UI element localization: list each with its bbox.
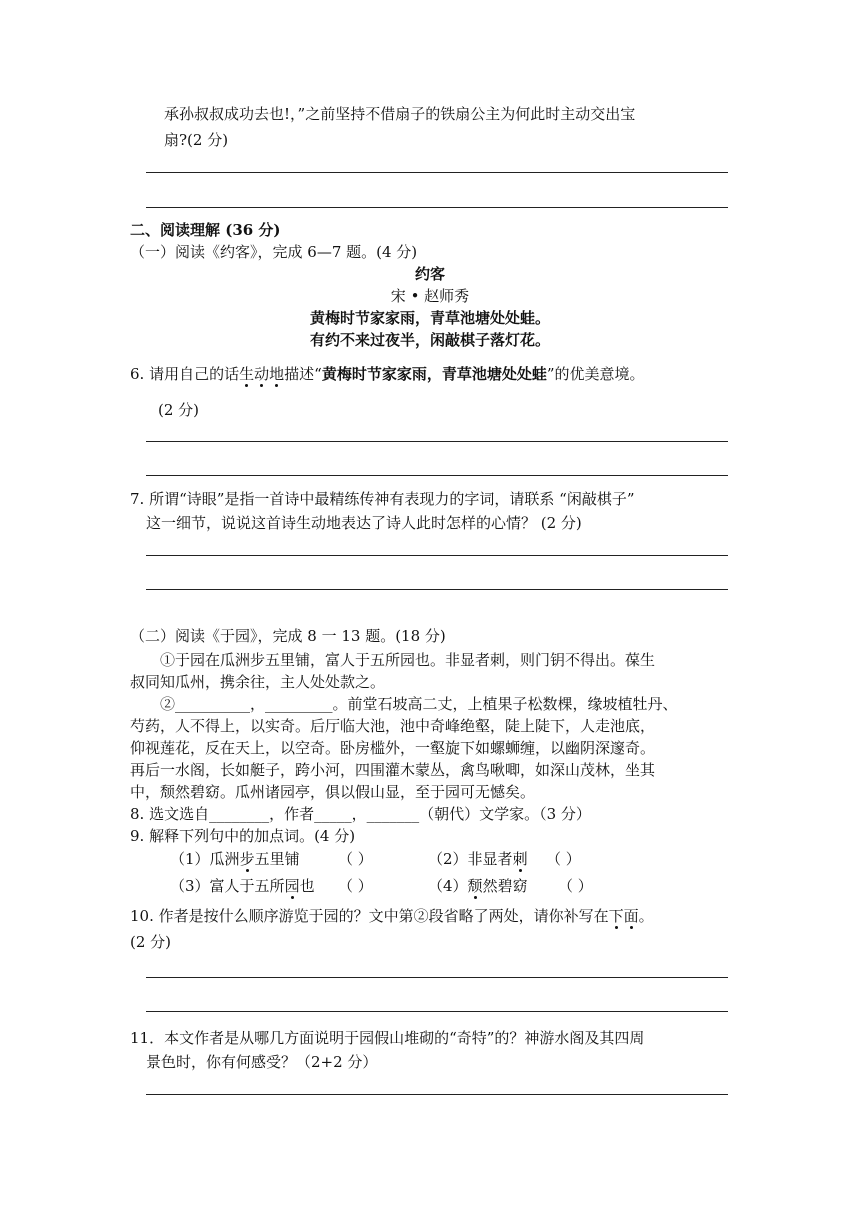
item-number: （3） (170, 877, 210, 895)
item-text: 也 (299, 877, 315, 895)
item-text: 五里铺 (254, 850, 300, 868)
item-text: 富人于五所 (209, 877, 285, 895)
dotted-char: 步 (239, 850, 255, 868)
q9-blank-4: （ ） (558, 877, 593, 895)
poem-author: 宋 • 赵师秀 (390, 287, 470, 305)
q6-text: 6. 请用自己的话 (130, 365, 240, 383)
section-heading: 二、阅读理解 (36 分) (130, 221, 281, 239)
q9-item-2 (428, 849, 528, 869)
dotted-char: 下 (608, 907, 624, 925)
item-text: 非显者 (467, 850, 513, 868)
answer-line (146, 555, 728, 556)
passage-line: ②__________，_________。前堂石坡高二丈，上植果子松数棵，缘坡植牡丹、 (160, 695, 678, 713)
part-2-intro: （二）阅读《于园》，完成 8 一 13 题。(18 分) (130, 627, 446, 645)
answer-line (146, 441, 728, 442)
item-text: 然碧窈 (482, 877, 528, 895)
part-1-intro: （一）阅读《约客》，完成 6—7 题。(4 分) (130, 243, 418, 261)
q11-line-2: 景色时，你有何感受？（2+2 分） (146, 1053, 378, 1071)
answer-line (146, 1094, 728, 1095)
poem-title: 约客 (414, 265, 445, 283)
q9-blank-2: （ ） (546, 850, 581, 868)
answer-line (146, 475, 728, 476)
dotted-char: 面 (623, 907, 639, 925)
item-number: （1） (170, 850, 210, 868)
dotted-char: 生 (239, 365, 255, 383)
q6-quote: 黄梅时节家家雨，青草池塘处处蛙 (321, 365, 547, 383)
item-number: （4） (428, 877, 468, 895)
dotted-char: 动 (254, 365, 270, 383)
dotted-char: 地 (269, 365, 285, 383)
answer-line (146, 977, 728, 978)
passage-line: 中，颓然碧窈。瓜州诸园亭，俱以假山显，至于园可无憾矣。 (130, 783, 536, 801)
poem-line-1: 黄梅时节家家雨，青草池塘处处蛙。 (309, 309, 550, 327)
item-number: （2） (428, 850, 468, 868)
q9-item-4 (428, 876, 528, 896)
answer-line (146, 207, 728, 208)
question-10 (130, 906, 654, 926)
dotted-char: 颓 (467, 877, 483, 895)
passage-line: 再后一水阁，长如艇子，跨小河，四围灌木蒙丛，禽鸟啾唧，如深山茂林，坐其 (130, 761, 656, 779)
passage-line: 叔同知瓜州，携余往，主人处处款之。 (130, 673, 386, 691)
answer-line (146, 589, 728, 590)
q6-text: ”的优美意境。 (546, 365, 645, 383)
q10-text: 。 (638, 907, 654, 925)
item-text: 瓜洲 (209, 850, 240, 868)
q9-item-1 (170, 849, 300, 869)
q9-item-3 (170, 876, 315, 896)
q7-line-1: 7. 所谓“诗眼”是指一首诗中最精练传神有表现力的字词，请联系 “闲敲棋子” (130, 490, 635, 508)
q10-text: 10. 作者是按什么顺序游览于园的？文中第②段省略了两处，请你补写在 (130, 907, 609, 925)
q6-text: 描述“ (284, 365, 322, 383)
passage-line: 仰视莲花，反在天上，以空奇。卧房槛外，一壑旋下如螺蛳缠，以幽阴深邃奇。 (130, 739, 656, 757)
q5-line-2: 扇?(2 分) (164, 131, 229, 149)
poem-line-2: 有约不来过夜半，闲敲棋子落灯花。 (309, 331, 550, 349)
dotted-char: 园 (284, 877, 300, 895)
q9-heading: 9. 解释下列句中的加点词。(4 分) (130, 827, 356, 845)
q7-line-2: 这一细节，说说这首诗生动地表达了诗人此时怎样的心情？ (2 分) (146, 514, 582, 532)
q5-line-1: 承孙叔叔成功去也!，”之前坚持不借扇子的铁扇公主为何此时主动交出宝 (164, 105, 636, 123)
passage-line: 芍药，人不得上，以实奇。后厅临大池，池中奇峰绝壑，陡上陡下，人走池底， (130, 717, 656, 735)
answer-line (146, 1011, 728, 1012)
question-6 (130, 364, 645, 384)
q11-line-1: 11．本文作者是从哪几方面说明于园假山堆砌的“奇特”的？神游水阁及其四周 (130, 1029, 645, 1047)
dotted-char: 刺 (512, 850, 528, 868)
passage-line: ①于园在瓜洲步五里铺，富人于五所园也。非显者刺，则门钥不得出。葆生 (160, 651, 656, 669)
answer-line (146, 172, 728, 173)
q9-blank-1: （ ） (338, 850, 373, 868)
q10-points: (2 分) (130, 933, 172, 951)
q6-points: (2 分) (158, 401, 200, 419)
q9-blank-3: （ ） (338, 877, 373, 895)
question-8: 8. 选文选自________，作者_____，_______（朝代）文学家。（3 分） (130, 805, 591, 823)
